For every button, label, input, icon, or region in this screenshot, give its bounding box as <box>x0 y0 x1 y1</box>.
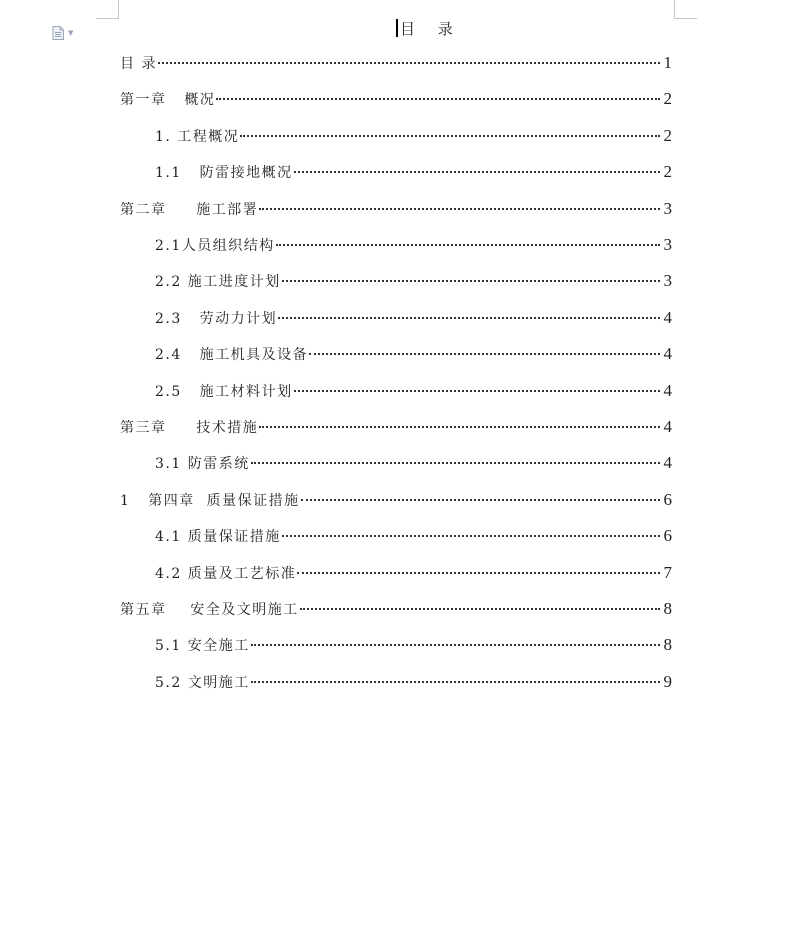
toc-entry-label: 1 第四章 质量保证措施 <box>120 492 300 509</box>
toc-leader-dots <box>300 608 660 610</box>
toc-leader-dots <box>282 280 660 282</box>
toc-leader-dots <box>309 353 660 355</box>
toc-page-number: 3 <box>663 198 672 218</box>
toc-page-number: 4 <box>663 453 672 473</box>
toc-entry[interactable] <box>120 81 672 117</box>
toc-page-number: 2 <box>663 162 672 182</box>
toc-page-number: 4 <box>663 417 672 436</box>
toc-leader-dots <box>282 535 660 537</box>
page-title-text: 目 录 <box>400 20 462 38</box>
chevron-down-icon: ▼ <box>68 29 74 37</box>
toc-page-number: 8 <box>663 599 672 618</box>
page-title[interactable] <box>396 19 462 39</box>
toc-entry[interactable] <box>155 555 672 591</box>
toc-entry[interactable] <box>120 591 672 627</box>
toc-leader-dots <box>301 499 660 501</box>
toc-entry-label: 2.5 施工材料计划 <box>155 383 293 400</box>
toc-entry[interactable] <box>155 627 672 663</box>
toc-leader-dots <box>251 644 660 646</box>
toc-leader-dots <box>259 208 660 210</box>
toc-leader-dots <box>278 317 660 319</box>
document-menu-button[interactable] <box>52 26 73 40</box>
toc-entry-label: 4.2 质量及工艺标准 <box>155 565 297 582</box>
crop-mark-top-right <box>674 0 697 19</box>
toc-entry[interactable] <box>155 373 672 409</box>
toc-entry[interactable] <box>120 45 672 81</box>
toc-leader-dots <box>251 681 660 683</box>
toc-entry-label: 2.1人员组织结构 <box>155 238 275 254</box>
toc-entry[interactable] <box>155 154 672 190</box>
document-icon <box>52 26 64 40</box>
toc-entry-label: 1. 工程概况 <box>155 128 240 145</box>
toc-page-number: 3 <box>663 235 672 254</box>
toc-entry[interactable] <box>155 227 672 263</box>
toc-entry-label: 2.3 劳动力计划 <box>155 310 278 327</box>
toc-page-number: 7 <box>663 562 672 582</box>
toc-leader-dots <box>259 426 660 428</box>
toc-entry-label: 第一章 概况 <box>120 92 216 109</box>
toc-leader-dots <box>216 98 660 100</box>
toc-entry[interactable] <box>120 409 672 445</box>
toc-page-number: 4 <box>663 380 672 400</box>
toc-entry-label: 3.1 防雷系统 <box>155 456 250 473</box>
text-cursor <box>396 19 398 37</box>
toc-page-number: 9 <box>663 671 672 691</box>
toc-entry[interactable] <box>155 445 672 481</box>
toc-leader-dots <box>251 462 660 464</box>
toc-entry[interactable] <box>155 664 672 700</box>
toc-page-number: 6 <box>663 526 672 546</box>
toc-page-number: 8 <box>663 635 672 655</box>
toc-entry-label: 第三章 技术措施 <box>120 420 259 436</box>
toc-entry-label: 目 录 <box>120 56 157 72</box>
toc-entry-label: 5.1 安全施工 <box>155 638 250 655</box>
toc-entry-label: 2.2 施工进度计划 <box>155 274 281 291</box>
toc-leader-dots <box>297 572 660 574</box>
toc-entry-label: 第二章 施工部署 <box>120 201 259 218</box>
toc-entry[interactable] <box>120 482 672 518</box>
toc-page-number: 4 <box>663 344 672 364</box>
toc-entry-label: 2.4 施工机具及设备 <box>155 347 309 364</box>
toc-entry-label: 1.1 防雷接地概况 <box>155 165 293 182</box>
toc-entry[interactable] <box>155 518 672 554</box>
toc-entry[interactable] <box>155 300 672 336</box>
toc-leader-dots <box>294 171 660 173</box>
toc-entry[interactable] <box>155 336 672 372</box>
toc-entry[interactable] <box>155 263 672 299</box>
toc-page-number: 6 <box>663 489 672 509</box>
toc-page-number: 3 <box>663 271 672 291</box>
toc-entry-label: 5.2 文明施工 <box>155 674 250 691</box>
toc-page-number: 4 <box>663 307 672 327</box>
toc-page-number: 1 <box>663 53 672 72</box>
toc-leader-dots <box>240 135 660 137</box>
toc-entry-label: 4.1 质量保证措施 <box>155 529 281 546</box>
toc-entry-label: 第五章 安全及文明施工 <box>120 602 299 618</box>
toc-leader-dots <box>276 244 660 246</box>
toc-leader-dots <box>158 62 660 64</box>
toc-page-number: 2 <box>663 125 672 145</box>
crop-mark-top-left <box>96 0 119 19</box>
toc-entry[interactable] <box>120 191 672 227</box>
toc-page-number: 2 <box>663 89 672 109</box>
toc-entry[interactable] <box>155 118 672 154</box>
toc-leader-dots <box>294 390 660 392</box>
